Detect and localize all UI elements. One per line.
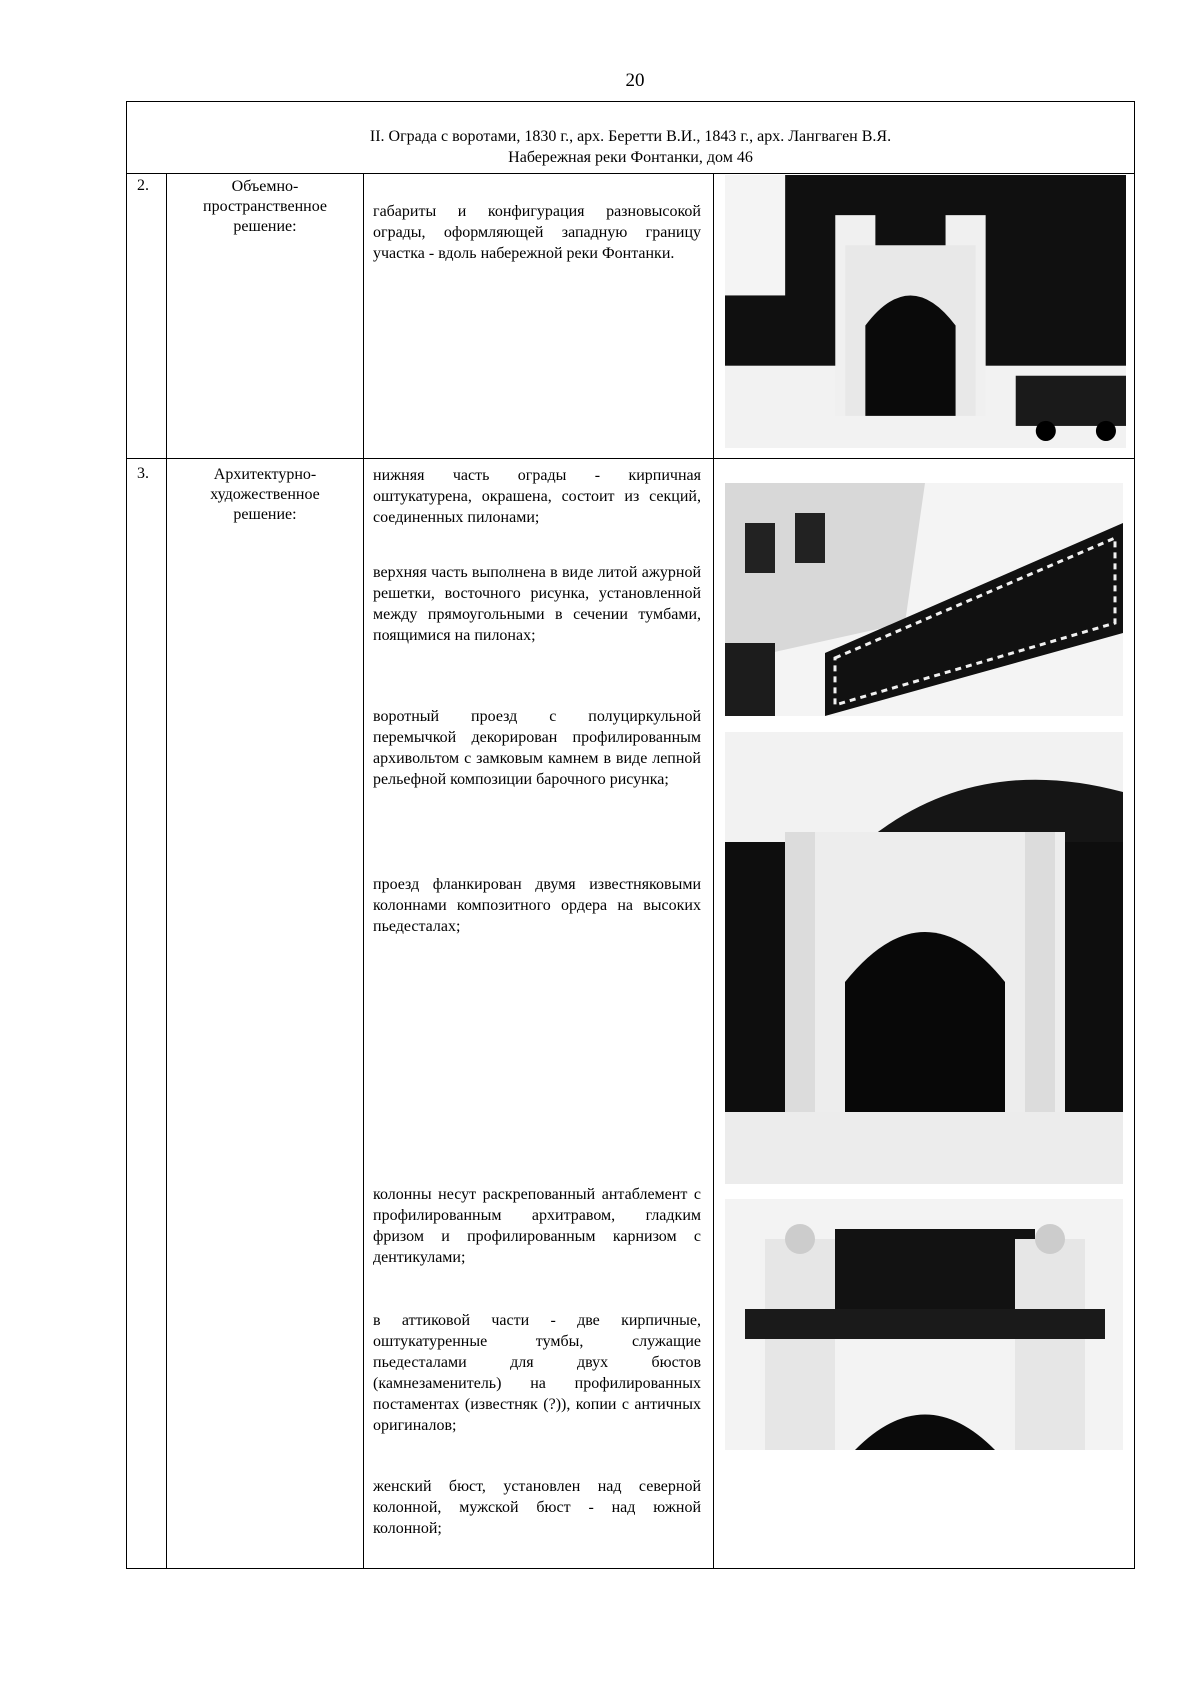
description-paragraph: верхняя часть выполнена в виде литой ажурной решетки, восточного рисунка, установленной между прямоугольными в сечении тумбами, поящимися на пилонах; <box>373 564 701 644</box>
row-divider <box>127 458 1134 459</box>
fence-grille-photo <box>725 483 1123 716</box>
aspect-line: Архитектурно- <box>213 466 317 483</box>
header-address: Набережная реки Фонтанки, дом 46 <box>508 149 753 166</box>
aspect-line: художественное <box>210 486 320 503</box>
attic-busts-photo <box>725 1199 1123 1450</box>
description-paragraph: проезд фланкирован двумя известняковыми колоннами композитного ордера на высоких пьедесталах; <box>373 876 701 935</box>
column-divider <box>363 173 364 1569</box>
row-aspect <box>167 465 363 525</box>
table-header <box>127 102 1134 174</box>
description-paragraph: женский бюст, установлен над северной колонной, мужской бюст - над южной колонной; <box>373 1478 701 1537</box>
gate-arch-photo <box>725 175 1126 448</box>
description-paragraph: в аттиковой части - две кирпичные, оштукатуренные тумбы, служащие пьедесталами для двух бюстов (камнезаменитель) на профилированных постаментах (известняк (?)), копии с античных оригиналов; <box>373 1312 701 1434</box>
row-number: 3. <box>137 465 149 482</box>
gate-columns-photo <box>725 732 1123 1184</box>
header-title: II. Ограда с воротами, 1830 г., арх. Беретти В.И., 1843 г., арх. Лангваген В.Я. <box>369 128 892 145</box>
aspect-line: Объемно- <box>231 178 299 195</box>
description-paragraph: воротный проезд с полуциркульной перемычкой декорирован профилированным архивольтом с замковым камнем в виде лепной рельефной композиции барочного рисунка; <box>373 708 701 788</box>
description-paragraph: габариты и конфигурация разновысокой ограды, оформляющей западную границу участка - вдоль набережной реки Фонтанки. <box>373 203 701 262</box>
description-paragraph: нижняя часть ограды - кирпичная оштукатурена, окрашена, состоит из секций, соединенных пилонами; <box>373 467 701 526</box>
aspect-line: решение: <box>233 506 297 523</box>
row-aspect <box>167 177 363 237</box>
aspect-line: пространственное <box>203 198 327 215</box>
column-divider <box>166 173 167 1569</box>
aspect-line: решение: <box>233 218 297 235</box>
row-number: 2. <box>137 177 149 194</box>
column-divider <box>713 173 714 1569</box>
description-paragraph: колонны несут раскрепованный антаблемент с профилированным архитравом, гладким фризом и профилированным карнизом с дентикулами; <box>373 1186 701 1266</box>
page-number: 20 <box>625 70 645 91</box>
heritage-table <box>126 101 1135 1569</box>
